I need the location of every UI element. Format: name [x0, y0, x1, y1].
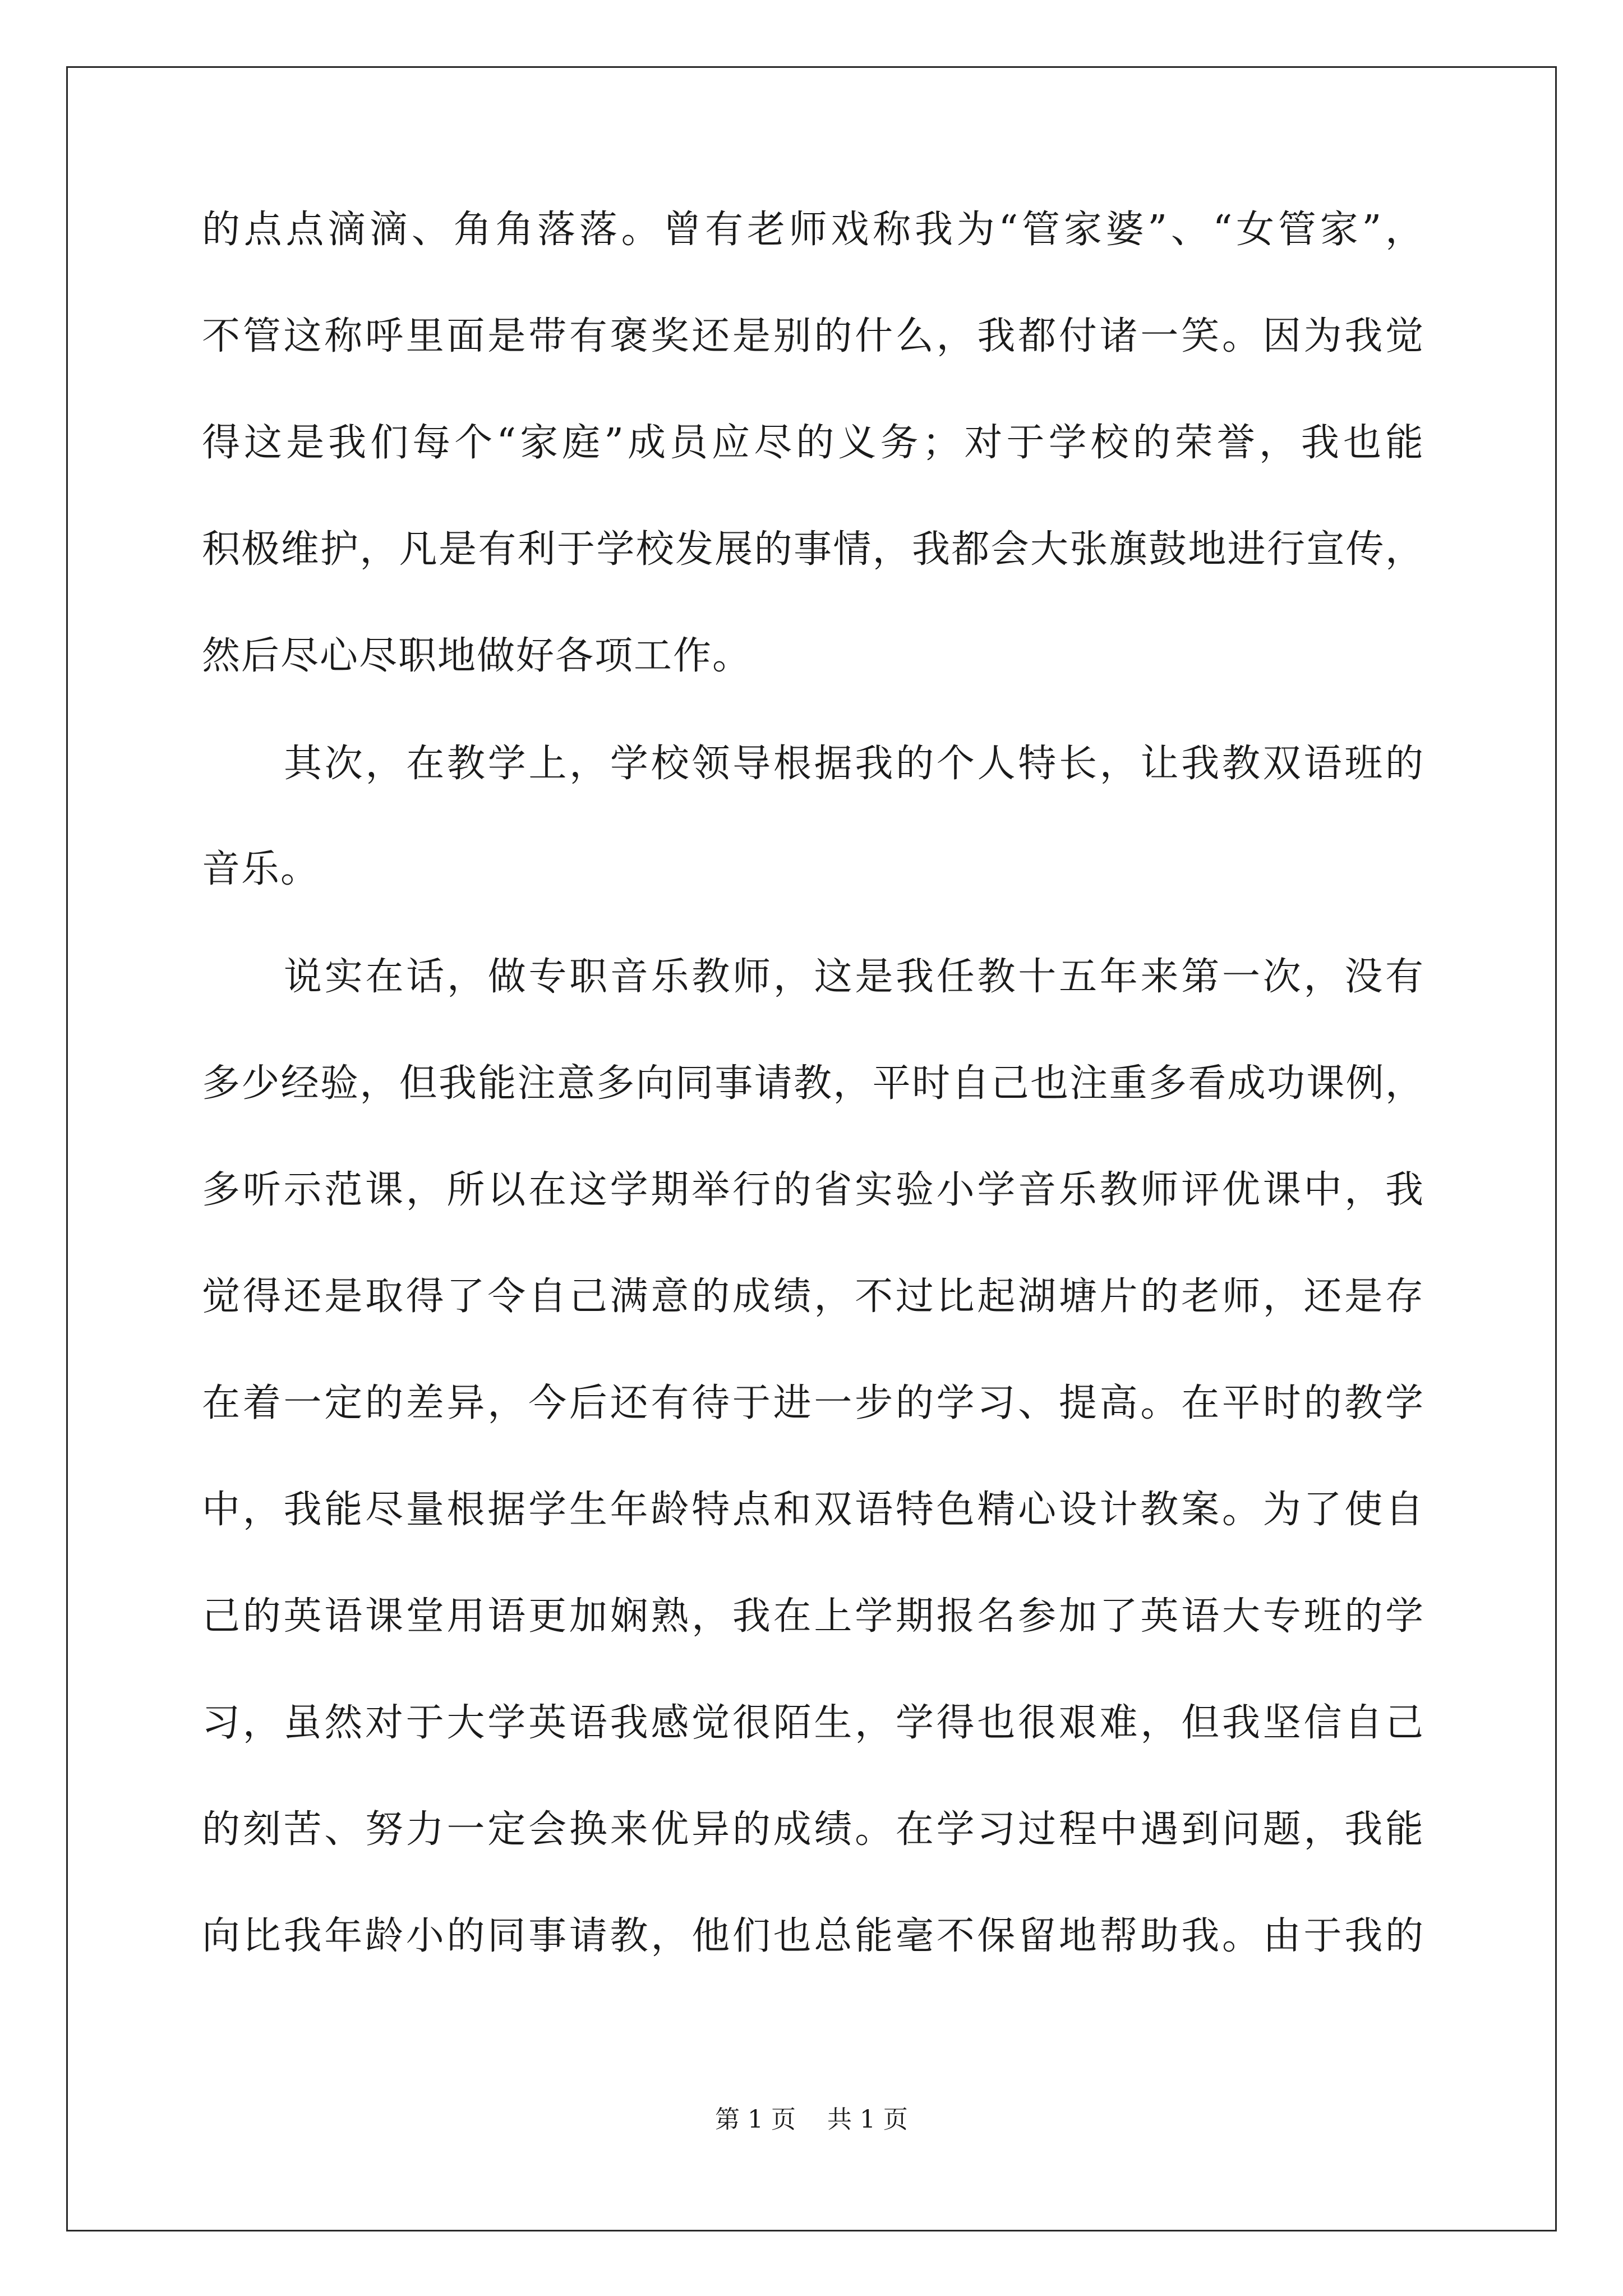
text-line: 积极维护，凡是有利于学校发展的事情，我都会大张旗鼓地进行宣传，	[202, 527, 1424, 572]
text-line: 己的英语课堂用语更加娴熟，我在上学期报名参加了英语大专班的学	[202, 1594, 1424, 1639]
text-line: 不管这称呼里面是带有褒奖还是别的什么，我都付诸一笑。因为我觉	[202, 314, 1424, 358]
text-line: 中，我能尽量根据学生年龄特点和双语特色精心设计教案。为了使自	[202, 1488, 1424, 1532]
text-line: 说实在话，做专职音乐教师，这是我任教十五年来第一次，没有	[284, 955, 1424, 999]
text-line: 然后尽心尽职地做好各项工作。	[202, 634, 752, 678]
text-line: 多听示范课，所以在这学期举行的省实验小学音乐教师评优课中，我	[202, 1168, 1424, 1212]
text-line: 多少经验，但我能注意多向同事请教，平时自己也注重多看成功课例，	[202, 1061, 1424, 1106]
text-line: 音乐。	[202, 847, 320, 891]
text-line: 习，虽然对于大学英语我感觉很陌生，学得也很艰难，但我坚信自己	[202, 1701, 1424, 1745]
text-line: 向比我年龄小的同事请教，他们也总能毫不保留地帮助我。由于我的	[202, 1914, 1424, 1958]
text-line: 的点点滴滴、角角落落。曾有老师戏称我为“管家婆”、“女管家”，	[202, 208, 1424, 252]
text-line: 在着一定的差异，今后还有待于进一步的学习、提高。在平时的教学	[202, 1381, 1424, 1425]
text-line: 觉得还是取得了令自己满意的成绩，不过比起湖塘片的老师，还是存	[202, 1274, 1424, 1319]
text-line: 得这是我们每个“家庭”成员应尽的义务；对于学校的荣誉，我也能	[202, 421, 1424, 465]
text-line: 其次，在教学上，学校领导根据我的个人特长，让我教双语班的	[284, 742, 1424, 786]
page-border	[66, 66, 1557, 2231]
page-number-footer: 第 1 页 共 1 页	[715, 2105, 908, 2134]
text-line: 的刻苦、努力一定会换来优异的成绩。在学习过程中遇到问题，我能	[202, 1807, 1424, 1852]
